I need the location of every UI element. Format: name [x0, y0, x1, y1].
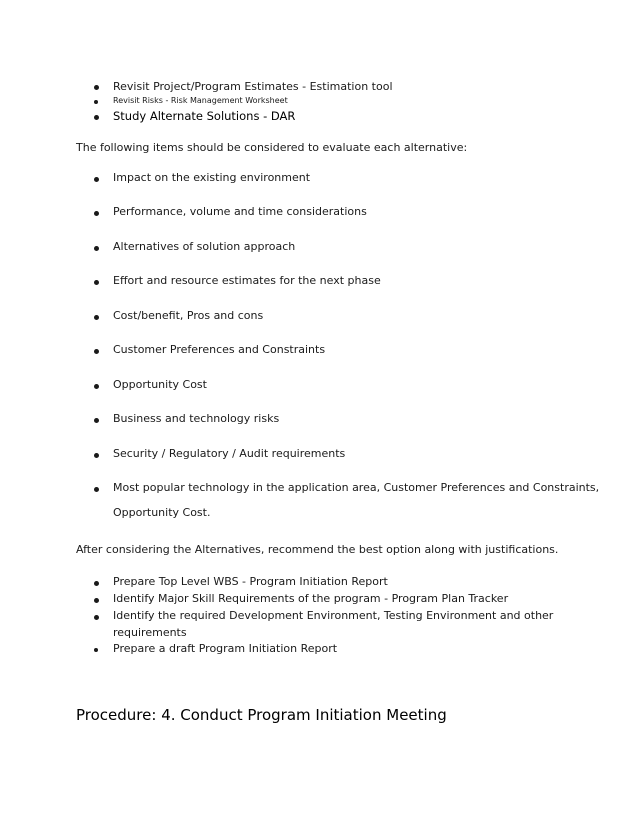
list-item: Study Alternate Solutions - DAR [113, 109, 296, 123]
list-item: Identify Major Skill Requirements of the program - Program Plan Tracker [113, 592, 509, 605]
list-item: Opportunity Cost [113, 378, 207, 391]
bullet-icon [94, 384, 99, 389]
bullet-icon [94, 349, 99, 354]
bullet-icon [94, 487, 99, 492]
list-item-continuation: Opportunity Cost. [113, 506, 211, 519]
bullet-icon [94, 598, 99, 603]
bullet-icon [94, 648, 98, 652]
list-item: Revisit Risks - Risk Management Worksheet [113, 96, 288, 105]
list-item: Prepare a draft Program Initiation Report [113, 642, 338, 655]
list-item: Prepare Top Level WBS - Program Initiation Report [113, 575, 388, 588]
list-item: Security / Regulatory / Audit requirements [113, 447, 346, 460]
list-item-continuation: requirements [113, 626, 187, 639]
list-item: Cost/benefit, Pros and cons [113, 309, 264, 322]
list-item: Customer Preferences and Constraints [113, 343, 326, 356]
bullet-icon [94, 211, 99, 216]
bullet-icon [94, 315, 99, 320]
bullet-icon [94, 100, 98, 104]
bullet-icon [94, 280, 99, 285]
list-item: Impact on the existing environment [113, 171, 311, 184]
list-item: Effort and resource estimates for the next phase [113, 274, 381, 287]
list-item: Identify the required Development Environment, Testing Environment and other [113, 609, 554, 622]
list-item: Performance, volume and time considerations [113, 205, 367, 218]
procedure-heading: Procedure: 4. Conduct Program Initiation Meeting [76, 706, 447, 724]
bullet-icon [94, 177, 99, 182]
recommend-paragraph: After considering the Alternatives, recommend the best option along with justifications. [76, 543, 559, 556]
bullet-icon [94, 85, 99, 90]
bullet-icon [94, 615, 99, 620]
bullet-icon [94, 418, 99, 423]
bullet-icon [94, 453, 99, 458]
bullet-icon [94, 115, 99, 120]
list-item: Most popular technology in the application area, Customer Preferences and Constraints, [113, 481, 600, 494]
bullet-icon [94, 246, 99, 251]
list-item: Alternatives of solution approach [113, 240, 296, 253]
intro-paragraph: The following items should be considered to evaluate each alternative: [76, 141, 468, 154]
list-item: Business and technology risks [113, 412, 280, 425]
bullet-icon [94, 581, 99, 586]
list-item: Revisit Project/Program Estimates - Estimation tool [113, 80, 393, 93]
